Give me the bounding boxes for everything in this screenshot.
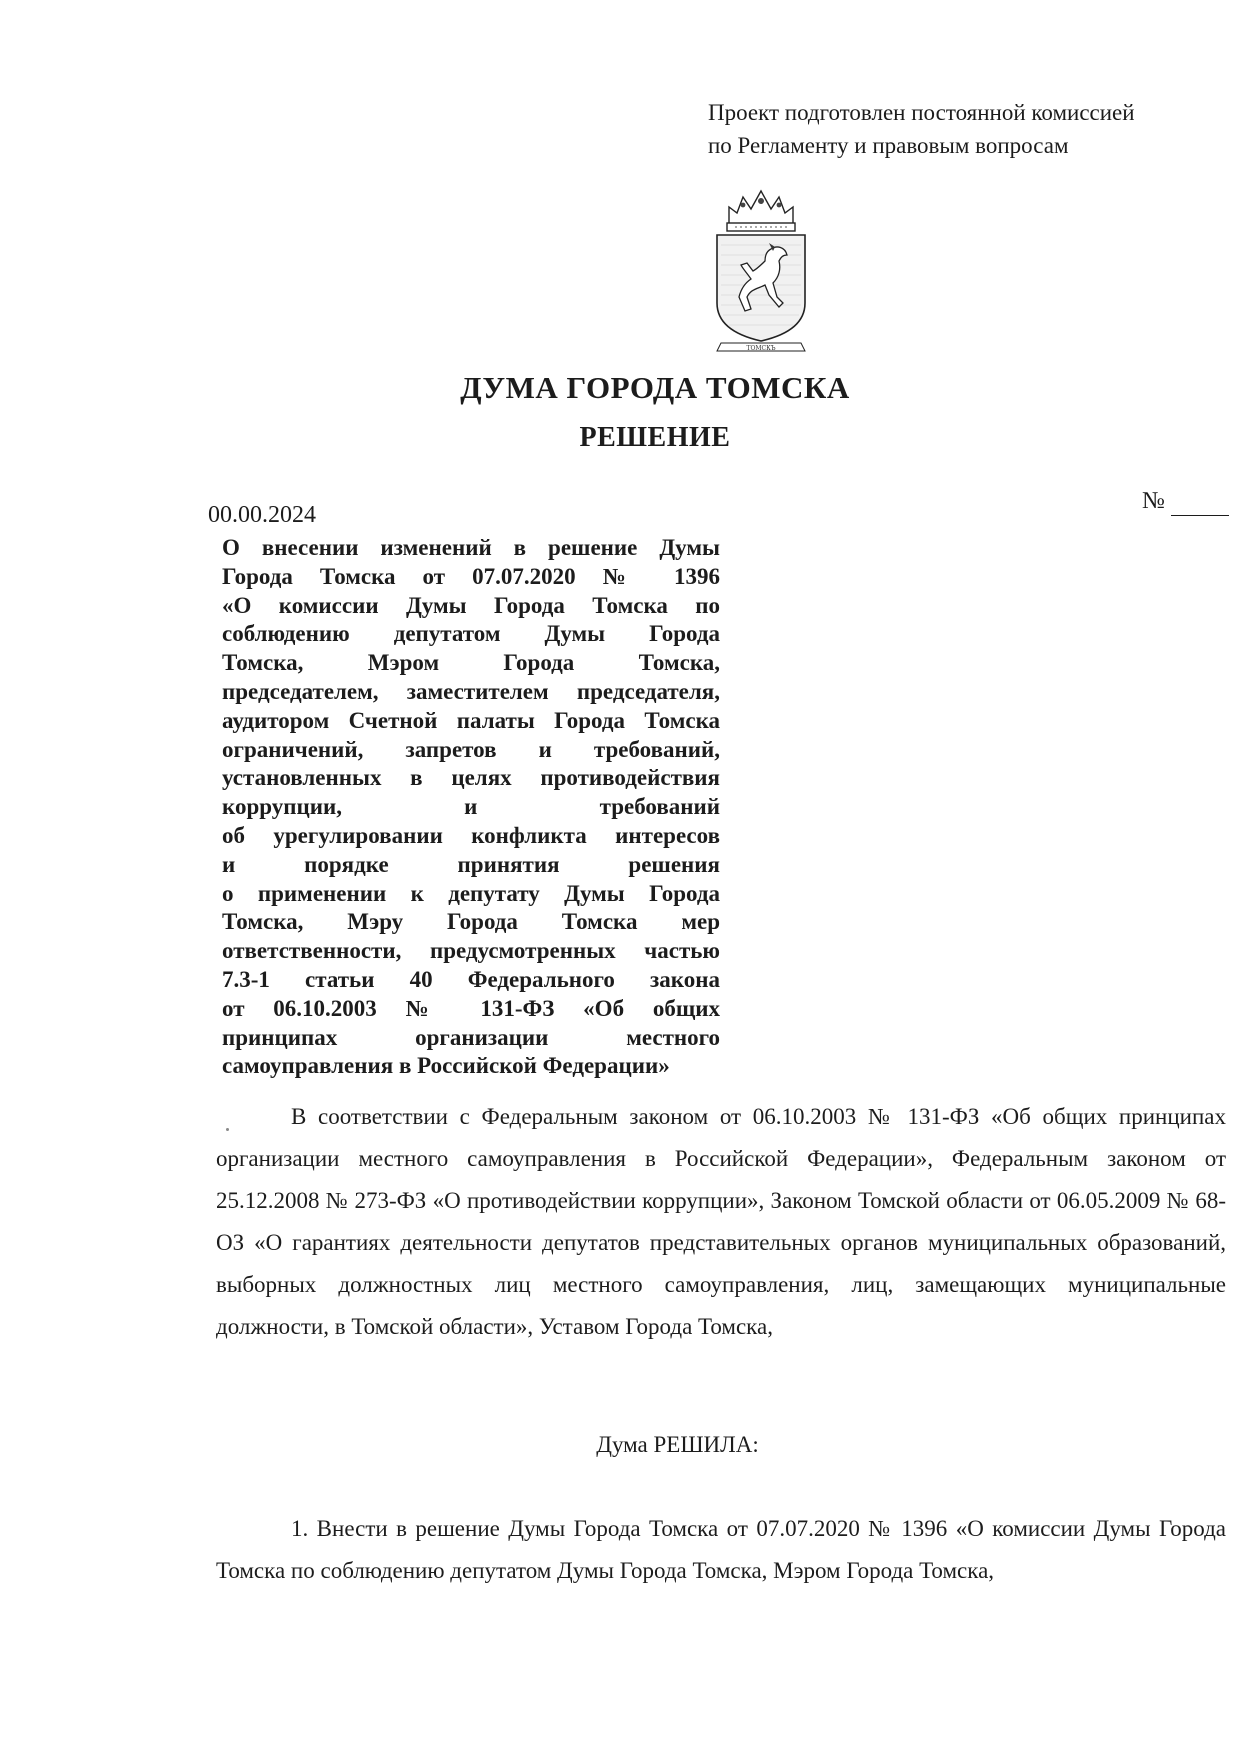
subject-line: О внесении изменений в решение Думы xyxy=(222,535,720,560)
subject-line: председателем, заместителем председателя, xyxy=(222,678,720,704)
doc-number-blank xyxy=(1171,488,1229,516)
header-note xyxy=(708,96,1135,162)
subject-line: Томска, Мэру Города Томска мер xyxy=(222,909,720,935)
emblem-ribbon-text: ТОМСКЪ xyxy=(746,345,776,352)
subject-line: принципах организации местного xyxy=(222,1024,720,1050)
doc-number-label: № xyxy=(1142,488,1165,514)
item-1-text: 1. Внести в решение Думы Города Томска от 07.07.2020 № 1396 «О комиссии Думы Города Томска по соблюдению депутатом Думы Города Томска, Мэром Города Томска, xyxy=(216,1516,1226,1583)
subject-line: о применении к депутату Думы Города xyxy=(222,880,720,906)
preamble-paragraph xyxy=(216,1096,1226,1348)
subject-line: Томска, Мэром Города Томска, xyxy=(222,650,720,676)
subject-line: от 06.10.2003 № 131-ФЗ «Об общих xyxy=(222,995,720,1021)
item-1-paragraph xyxy=(216,1508,1226,1592)
subject-line: самоуправления в Российской Федерации» xyxy=(222,1053,670,1079)
subject-line: аудитором Счетной палаты Города Томска xyxy=(222,707,720,733)
subject-block xyxy=(222,534,720,1081)
subject-line: ограничений, запретов и требований, xyxy=(222,736,720,762)
header-note-line-1: Проект подготовлен постоянной комиссией xyxy=(708,100,1135,125)
subject-line: коррупции, и требований xyxy=(222,794,720,820)
subject-line: соблюдению депутатом Думы Города xyxy=(222,621,720,647)
subject-line: «О комиссии Думы Города Томска по xyxy=(222,592,720,618)
doc-number xyxy=(1142,488,1229,516)
subject-line: 7.3-1 статьи 40 Федерального закона xyxy=(222,966,720,992)
doc-date: 00.00.2024 xyxy=(208,502,316,528)
tomsk-coat-of-arms-icon xyxy=(707,185,815,359)
subject-line: ответственности, предусмотренных частью xyxy=(222,938,720,964)
doc-type-title: РЕШЕНИЕ xyxy=(579,422,731,453)
decided-heading: Дума РЕШИЛА: xyxy=(596,1432,759,1457)
subject-line: и порядке принятия решения xyxy=(222,851,720,877)
header-note-line-2: по Регламенту и правовым вопросам xyxy=(708,133,1069,158)
subject-line: установленных в целях противодействия xyxy=(222,765,720,791)
org-title: ДУМА ГОРОДА ТОМСКА xyxy=(460,370,850,405)
subject-line: об урегулировании конфликта интересов xyxy=(222,822,720,848)
subject-line: Города Томска от 07.07.2020 № 1396 xyxy=(222,563,720,589)
preamble-text: В соответствии с Федеральным законом от 06.10.2003 № 131-ФЗ «Об общих принципах организации местного самоуправления в Российской Федерации», Федеральным законом от 25.12.2008 № 273-ФЗ «О противодействии коррупции», Законом Томской области от 06.05.2009 № 68-ОЗ «О гарантиях деятельности депутатов представительных органов муниципальных образований, выборных должностных лиц местного самоуправления, лиц, замещающих муниципальные должности, в Томской области», Уставом Города Томска, xyxy=(216,1104,1226,1339)
